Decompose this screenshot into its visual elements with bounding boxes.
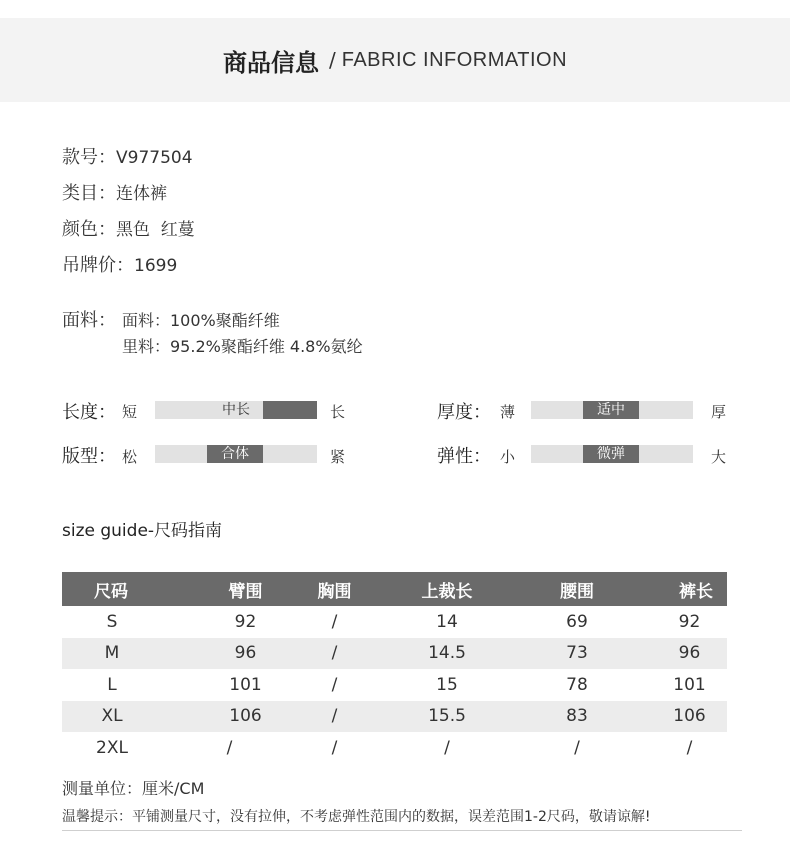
info-label: 类目： [62, 183, 116, 204]
info-value: 1699 [134, 256, 178, 276]
table-cell: 101 [673, 674, 706, 695]
table-cell: / [331, 674, 338, 695]
attr-length-min: 短 [122, 403, 138, 421]
table-cell: 96 [162, 638, 297, 670]
attr-fit-name: 版型： [62, 446, 116, 467]
attr-elasticity-max: 大 [711, 448, 727, 466]
attr-fit-max: 紧 [330, 448, 346, 466]
info-value: V977504 [116, 148, 193, 168]
table-header-row [62, 572, 727, 606]
table-cell: 92 [234, 611, 257, 632]
table-header-cell: 裤长 [612, 572, 727, 606]
table-cell: 14.5 [372, 638, 522, 670]
table-header-cell: 上裁长 [372, 572, 522, 606]
table-cell: 15.5 [372, 701, 522, 733]
table-cell: / [331, 737, 338, 758]
attr-elasticity-min: 小 [500, 448, 516, 466]
attr-thickness-name: 厚度： [437, 402, 491, 423]
measure-unit-note: 测量单位：厘米/CM [62, 779, 205, 798]
title-separator: / [328, 48, 336, 72]
table-row [62, 732, 727, 764]
attr-elasticity-selected: 微弹 [597, 446, 625, 462]
table-cell: 83 [522, 701, 612, 733]
table-cell: XL [62, 701, 162, 733]
size-table [62, 572, 727, 764]
table-header-cell: 胸围 [297, 572, 372, 606]
fabric-outer: 面料：100%聚酯纤维 [122, 311, 280, 330]
fabric-label: 面料： [62, 310, 116, 331]
info-price [62, 251, 177, 277]
table-cell: L [107, 674, 117, 695]
attr-thickness-max: 厚 [711, 403, 727, 421]
table-cell: / [297, 701, 372, 733]
info-label: 颜色： [62, 219, 116, 240]
table-cell: 106 [162, 701, 297, 733]
attr-fit-min: 松 [122, 448, 138, 466]
title-en: FABRIC INFORMATION [341, 48, 568, 71]
attr-length-bar [155, 401, 317, 419]
attr-length-max: 长 [330, 403, 346, 421]
table-row [62, 638, 727, 670]
info-label: 吊牌价： [62, 255, 134, 276]
table-cell: / [297, 638, 372, 670]
title-zh: 商品信息 [222, 48, 319, 77]
table-cell: 15 [436, 674, 458, 695]
table-header-cell: 腰围 [522, 572, 612, 606]
table-cell: / [574, 737, 580, 758]
info-label: 款号： [62, 147, 116, 168]
attr-length-fill [263, 401, 317, 419]
attr-fit-bar [155, 445, 317, 463]
info-style-number [62, 143, 193, 169]
table-cell: 14 [436, 611, 458, 632]
bottom-divider [62, 830, 742, 831]
fabric-lining: 里料：95.2%聚酯纤维 4.8%氨纶 [122, 337, 363, 356]
attr-thickness-min: 薄 [500, 403, 516, 421]
info-color [62, 215, 195, 241]
table-cell: 92 [678, 611, 701, 632]
attr-elasticity-name: 弹性： [437, 446, 491, 467]
table-cell: 96 [612, 638, 727, 670]
table-row [62, 701, 727, 733]
table-cell: / [686, 737, 693, 758]
table-header-cell: 臂围 [162, 572, 297, 606]
info-value: 连体裤 [116, 184, 167, 204]
header-title [0, 18, 790, 102]
header-band [0, 18, 790, 102]
info-value: 黑色 红蔓 [116, 220, 195, 240]
table-cell: 73 [522, 638, 612, 670]
table-cell: / [226, 737, 233, 758]
table-cell: 69 [566, 611, 588, 632]
table-cell: / [331, 611, 338, 632]
attr-thickness-bar [531, 401, 693, 419]
size-guide-title: size guide-尺码指南 [62, 521, 223, 541]
table-cell: / [444, 737, 450, 758]
table-cell: 101 [229, 674, 262, 695]
tip-note: 温馨提示：平铺测量尺寸，没有拉伸，不考虑弹性范围内的数据，误差范围1-2尺码，敬请谅解! [62, 809, 651, 825]
attr-fit-selected: 合体 [221, 446, 249, 462]
table-cell: 106 [612, 701, 727, 733]
table-cell: M [62, 638, 162, 670]
attr-length-name: 长度： [62, 402, 116, 423]
table-row [62, 669, 727, 701]
attr-length-selected: 中长 [222, 402, 250, 418]
info-category [62, 179, 167, 205]
table-cell: 78 [566, 674, 588, 695]
attr-elasticity-bar [531, 445, 693, 463]
attr-thickness-selected: 适中 [597, 402, 625, 418]
table-row [62, 606, 727, 638]
table-header-cell: 尺码 [62, 572, 162, 606]
table-cell: 2XL [96, 737, 128, 758]
table-cell: S [106, 611, 118, 632]
